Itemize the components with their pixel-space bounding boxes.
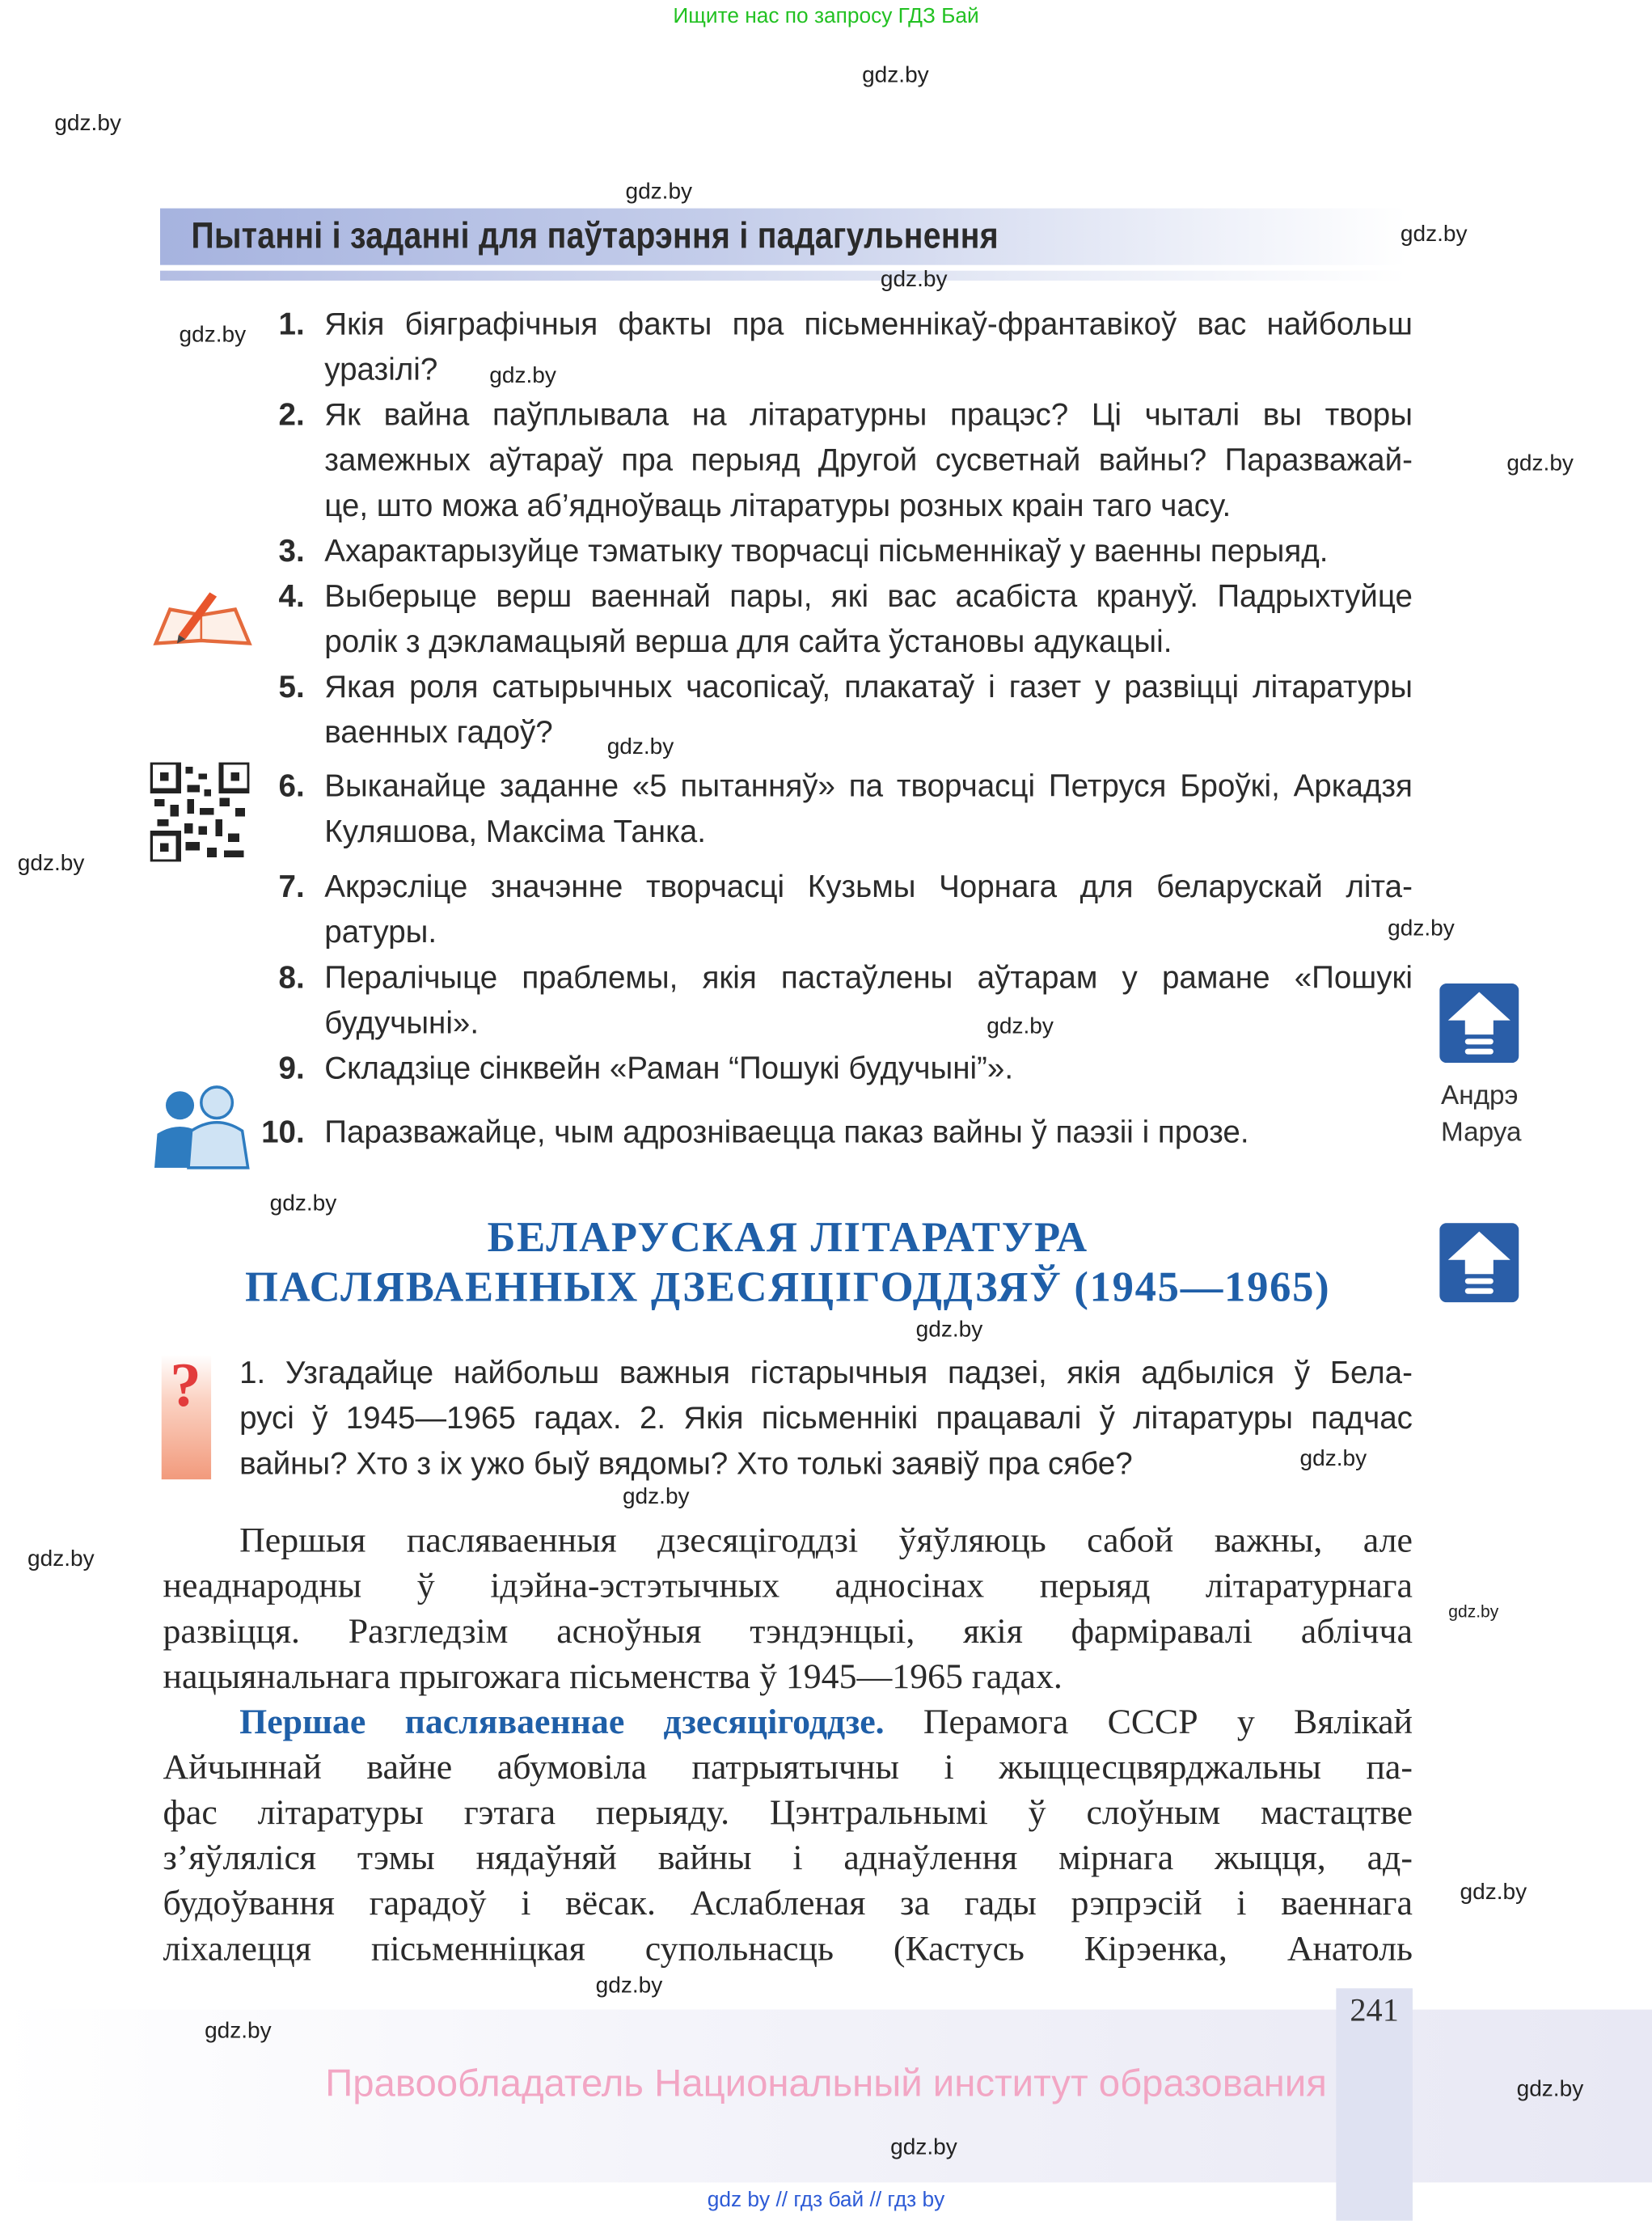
question-number: 10. <box>261 1114 305 1150</box>
question-text-line: уразілі? <box>324 351 438 387</box>
watermark-link[interactable]: gdz.by <box>606 735 674 760</box>
watermark-link[interactable]: gdz.by <box>54 112 121 137</box>
section-header-underline <box>160 271 1407 281</box>
body-line: фас літаратуры гэтага перыяду. Цэнтральнымі ў слоўным мастацтве <box>163 1794 1413 1833</box>
question-number: 9. <box>278 1050 305 1086</box>
watermark-link[interactable]: gdz.by <box>880 268 948 292</box>
watermark-link[interactable]: gdz.by <box>862 63 929 88</box>
watermark-link[interactable]: gdz.by <box>625 180 693 205</box>
question-text-line: це, што можа аб’ядноўваць літаратуры розных краін таго часу. <box>324 487 1232 523</box>
watermark-link[interactable]: gdz.by <box>17 852 85 876</box>
watermark-link[interactable]: gdz.by <box>205 2019 272 2044</box>
watermark-link[interactable]: gdz.by <box>27 1547 95 1572</box>
question-number: 1. <box>278 306 305 342</box>
group-work-icon <box>149 1083 254 1171</box>
body-text-span: Перамога СССР у Вялікай <box>923 1703 1413 1742</box>
prelim-question-line: русі ў 1945—1965 гадах. 2. Якія пісьменнікі працавалі ў літаратуры падчас <box>239 1400 1413 1436</box>
body-line <box>239 1702 1413 1745</box>
question-text-line: Куляшова, Максіма Танка. <box>324 813 706 849</box>
question-number: 7. <box>278 869 305 904</box>
question-text-line: Якая роля сатырычных часопісаў, плакатаў і газет у развіцці літаратуры <box>324 669 1413 704</box>
watermark-link[interactable]: gdz.by <box>1516 2077 1584 2102</box>
body-line: з’яўляліся тэмы нядаўняй вайны і аднаўлення мірнага жыцця, ад- <box>163 1839 1413 1878</box>
question-number: 3. <box>278 532 305 569</box>
footer-links[interactable]: gdz by // гдз бай // гдз by <box>707 2188 945 2213</box>
question-number: 4. <box>278 577 305 614</box>
watermark-link[interactable]: gdz.by <box>1448 1601 1499 1622</box>
body-line: развіцця. Разгледзім асноўныя тэндэнцыі, якія фарміравалі аблічча <box>163 1613 1413 1652</box>
question-text-line: Складзіце сінквейн «Раман “Пошукі будучыні”». <box>324 1050 1014 1086</box>
chapter-title-line-1: БЕЛАРУСКАЯ ЛІТАРАТУРА <box>487 1214 1088 1262</box>
watermark-link[interactable]: gdz.by <box>1506 451 1574 476</box>
watermark-link[interactable]: gdz.by <box>595 1973 663 1999</box>
chapter-title-line-2: ПАСЛЯВАЕННЫХ ДЗЕСЯЦІГОДДЗЯЎ (1945—1965) <box>244 1263 1331 1311</box>
section-header-title: Пытанні і заданні для паўтарэння і падагульнення <box>191 214 999 257</box>
watermark-link[interactable]: gdz.by <box>179 323 247 348</box>
body-line: ліхалецця пісьменніцкая супольнасць (Кастусь Кірэенка, Анатоль <box>163 1930 1413 1969</box>
question-mark-icon <box>160 1355 213 1479</box>
question-text-line: ратуры. <box>324 914 437 950</box>
top-search-note[interactable]: Ищите нас по запросу ГДЗ Бай <box>673 4 979 29</box>
question-number: 6. <box>278 768 305 804</box>
page-number: 241 <box>1350 1992 1399 2028</box>
rights-note: Правообладатель Национальный институт образования <box>325 2062 1327 2105</box>
question-number: 2. <box>278 396 305 433</box>
watermark-link[interactable]: gdz.by <box>489 364 556 389</box>
body-line: Айчыннай вайне абумовіла патрыятычны і жыццесцвярджальны па- <box>163 1749 1413 1787</box>
question-number: 5. <box>278 669 305 704</box>
question-text-line: будучыні». <box>324 1005 480 1041</box>
paragraph-lead-heading: Першае пасляваеннае дзесяцігоддзе. <box>239 1703 885 1742</box>
author-link[interactable] <box>1441 1078 1522 1152</box>
body-line: будоўвання гарадоў і вёсак. Аслабленая за гады рэпрэсій і ваеннага <box>163 1884 1413 1923</box>
body-line: Першыя пасляваенныя дзесяцігоддзі ўяўляюць сабой важны, але <box>239 1521 1413 1561</box>
watermark-link[interactable]: gdz.by <box>269 1191 337 1216</box>
question-number: 8. <box>278 959 305 996</box>
question-text-line: Выканайце заданне «5 пытанняў» па творчасці Петруся Броўкі, Аркадзя <box>324 768 1413 804</box>
watermark-link[interactable]: gdz.by <box>1460 1880 1527 1905</box>
question-text-line: ролік з дэкламацыяй верша для сайта ўстановы адукацыі. <box>324 623 1172 659</box>
question-text-line: Акрэсліце значэнне творчасці Кузьмы Чорнага для беларускай літа- <box>324 869 1413 904</box>
body-line: нацыянальнага прыгожага пісьменства ў 1945—1965 гадах. <box>163 1658 1063 1697</box>
question-text-line: Якія біяграфічныя факты пра пісьменнікаў-франтавікоў вас найбольш <box>324 306 1413 342</box>
question-text-line: Пералічыце праблемы, якія пастаўлены аўтарам у рамане «Пошукі <box>324 959 1413 996</box>
watermark-link[interactable]: gdz.by <box>890 2135 957 2160</box>
author-last-name[interactable]: Маруа <box>1440 1118 1522 1148</box>
prelim-question-line: вайны? Хто з іх ужо быў вядомы? Хто толькі заявіў пра сябе? <box>239 1445 1133 1482</box>
qr-code-icon[interactable] <box>150 763 250 862</box>
body-line: неаднародны ў ідэйна-эстэтычных адносінах перыяд літаратурнага <box>163 1567 1413 1606</box>
up-arrow-link-icon[interactable] <box>1439 983 1519 1063</box>
question-text-line: Паразважайце, чым адрозніваецца паказ вайны ў паэзіі і прозе. <box>324 1114 1249 1150</box>
watermark-link[interactable]: gdz.by <box>622 1485 690 1510</box>
question-text-line: Выберыце верш ваеннай пары, які вас асабіста крануў. Падрыхтуйце <box>324 577 1413 614</box>
prelim-question-line: 1. Узгадайце найбольш важныя гістарычныя падзеі, якія адбыліся ў Бела- <box>239 1355 1413 1390</box>
question-text-line: ваенных гадоў? <box>324 714 553 750</box>
write-task-icon <box>150 584 256 649</box>
svg-text:?: ? <box>170 1355 201 1420</box>
watermark-link[interactable]: gdz.by <box>1388 916 1455 941</box>
author-first-name[interactable]: Андрэ <box>1440 1081 1519 1111</box>
watermark-link[interactable]: gdz.by <box>1400 222 1468 247</box>
question-text-line: Ахарактарызуйце тэматыку творчасці пісьменнікаў у ваенны перыяд. <box>324 532 1329 569</box>
question-text-line: замежных аўтараў пра перыяд Другой сусветнай вайны? Паразважай- <box>324 442 1413 478</box>
watermark-link[interactable]: gdz.by <box>915 1318 983 1343</box>
watermark-link[interactable]: gdz.by <box>987 1014 1054 1039</box>
question-text-line: Як вайна паўплывала на літаратурны працэс? Ці чыталі вы творы <box>324 396 1413 433</box>
watermark-link[interactable]: gdz.by <box>1299 1446 1367 1471</box>
